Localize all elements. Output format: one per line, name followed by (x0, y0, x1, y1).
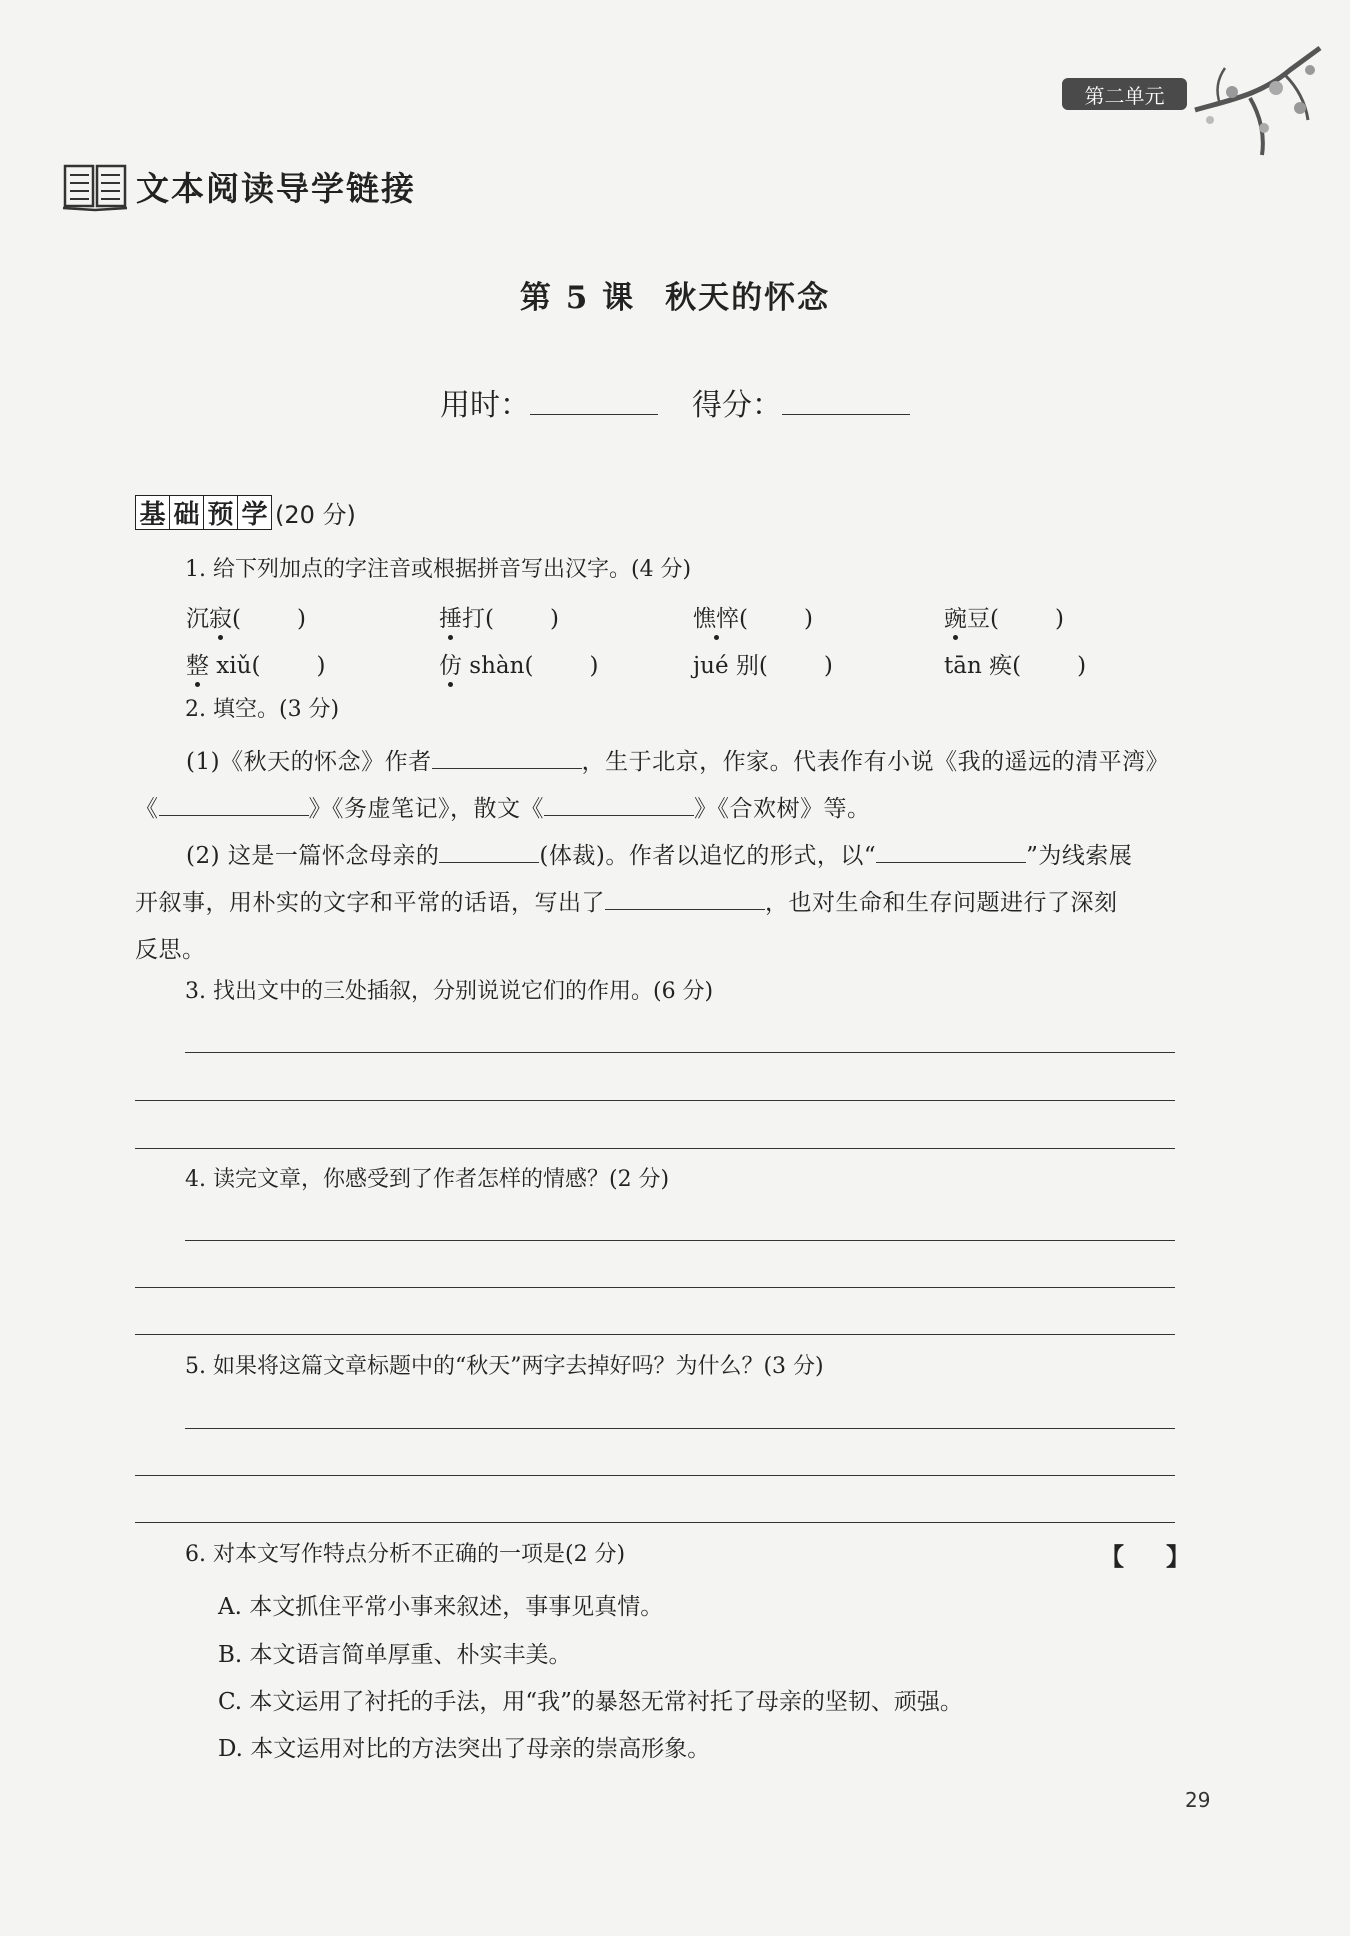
answer-line[interactable] (185, 1240, 1175, 1241)
q2-line-3: (2) 这是一篇怀念母亲的 (体裁)。作者以追忆的形式，以“ ”为线索展 (186, 837, 1132, 870)
block-char: 学 (237, 495, 272, 530)
q2-line-5: 反思。 (135, 937, 206, 963)
q2-line-1: (1)《秋天的怀念》作者 ，生于北京，作家。代表作有小说《我的遥远的清平湾》 (186, 743, 1169, 776)
option-d[interactable]: D. 本文运用对比的方法突出了母亲的崇高形象。 (218, 1736, 711, 1762)
question-6-prompt: 6. 对本文写作特点分析不正确的一项是(2 分) (185, 1542, 626, 1567)
answer-line[interactable] (135, 1334, 1175, 1335)
question-1-prompt: 1. 给下列加点的字注音或根据拼音写出汉字。(4 分) (185, 557, 692, 582)
pinyin-item: 仿 shàn( ) (439, 653, 599, 679)
genre-blank[interactable] (439, 840, 539, 863)
score-blank[interactable] (782, 390, 910, 415)
pinyin-item: jué 别( ) (693, 653, 833, 679)
block-score: (20 分) (275, 501, 356, 529)
pinyin-item: 豌豆( ) (944, 606, 1064, 632)
plum-branch-icon (1190, 40, 1330, 160)
section-title: 文本阅读导学链接 (136, 168, 416, 208)
section-header (62, 160, 416, 212)
block-char: 预 (203, 495, 238, 530)
pinyin-item: tān 痪( ) (944, 653, 1087, 679)
novel-blank[interactable] (159, 793, 309, 816)
question-5-prompt: 5. 如果将这篇文章标题中的“秋天”两字去掉好吗？为什么？(3 分) (185, 1354, 824, 1379)
question-2-prompt: 2. 填空。(3 分) (185, 697, 340, 722)
author-blank[interactable] (432, 746, 582, 769)
q2-line-2: 《 》《务虚笔记》，散文《 》《合欢树》等。 (135, 790, 871, 823)
time-label: 用时： (440, 388, 530, 423)
option-a[interactable]: A. 本文抓住平常小事来叙述，事事见真情。 (218, 1594, 664, 1620)
block-char: 基 (135, 495, 170, 530)
answer-line[interactable] (135, 1100, 1175, 1101)
answer-bracket[interactable]: 【 】 (1100, 1542, 1190, 1571)
pinyin-item: 沉寂( ) (186, 606, 306, 632)
question-3-prompt: 3. 找出文中的三处插叙，分别说说它们的作用。(6 分) (185, 979, 714, 1004)
q2-line-4: 开叙事，用朴实的文字和平常的话语，写出了 ，也对生命和生存问题进行了深刻 (135, 884, 1118, 917)
block-char: 础 (169, 495, 204, 530)
unit-badge: 第二单元 (1062, 78, 1187, 110)
answer-line[interactable] (185, 1428, 1175, 1429)
answer-line[interactable] (135, 1522, 1175, 1523)
answer-line[interactable] (135, 1287, 1175, 1288)
score-label: 得分： (692, 388, 782, 423)
answer-line[interactable] (135, 1475, 1175, 1476)
lesson-name: 秋天的怀念 (665, 280, 831, 316)
open-book-icon (62, 160, 128, 212)
answer-line[interactable] (135, 1148, 1175, 1149)
clue-blank[interactable] (876, 840, 1026, 863)
time-blank[interactable] (530, 390, 658, 415)
content-blank[interactable] (605, 887, 765, 910)
pinyin-item: 憔悴( ) (693, 606, 813, 632)
essay-blank[interactable] (544, 793, 694, 816)
question-4-prompt: 4. 读完文章，你感受到了作者怎样的情感？(2 分) (185, 1167, 670, 1192)
answer-line[interactable] (185, 1052, 1175, 1053)
score-line (0, 380, 1350, 424)
block-header (135, 495, 356, 530)
option-b[interactable]: B. 本文语言简单厚重、朴实丰美。 (218, 1642, 572, 1668)
option-c[interactable]: C. 本文运用了衬托的手法，用“我”的暴怒无常衬托了母亲的坚韧、顽强。 (218, 1689, 963, 1715)
pinyin-item: 捶打( ) (439, 606, 559, 632)
lesson-number: 第 5 课 (519, 280, 636, 316)
pinyin-item: 整 xiǔ( ) (186, 653, 326, 679)
lesson-title (0, 272, 1350, 317)
page-number: 29 (1185, 1788, 1211, 1812)
